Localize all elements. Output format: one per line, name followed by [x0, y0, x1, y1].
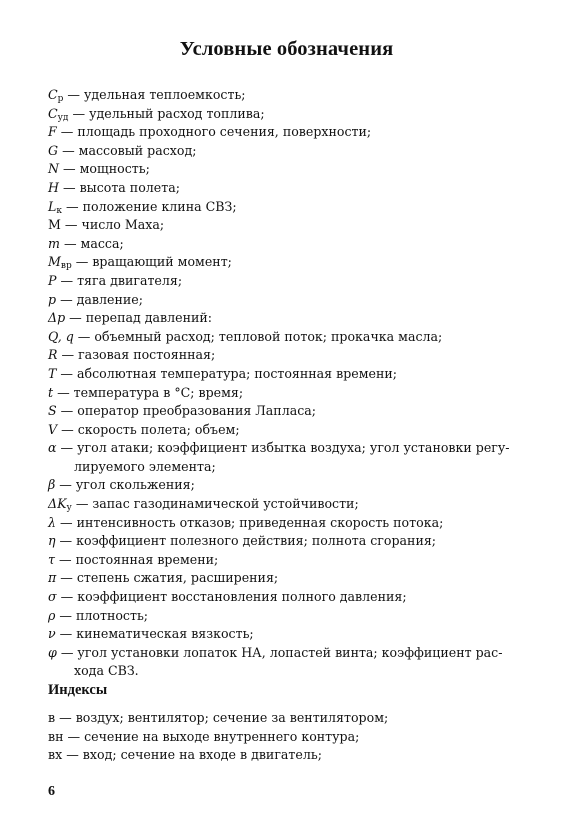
- definition-text: — мощность;: [59, 161, 150, 177]
- definition-symbol: H: [48, 179, 59, 195]
- definition-row: [48, 384, 540, 403]
- definition-row: [48, 105, 540, 124]
- definition-row: [48, 142, 540, 161]
- definition-row: [48, 551, 540, 570]
- definition-symbol: T: [48, 365, 57, 381]
- definition-text: — перепад давлений:: [65, 310, 213, 326]
- definition-row: [48, 625, 540, 644]
- definition-row: [48, 402, 540, 421]
- definition-symbol: R: [48, 347, 58, 363]
- definition-text: — масса;: [59, 235, 124, 251]
- definition-symbol: S: [48, 403, 57, 419]
- definition-row: [48, 569, 540, 588]
- definition-symbol: m: [48, 235, 60, 251]
- definition-text: — удельный расход топлива;: [68, 105, 265, 121]
- definition-subscript: к: [56, 205, 62, 216]
- definition-row: [48, 86, 540, 105]
- definition-text: — число Маха;: [60, 217, 165, 233]
- definition-text: — вращающий момент;: [71, 254, 232, 270]
- definition-symbol: τ: [48, 551, 55, 567]
- definition-row: [48, 644, 540, 681]
- definition-symbol: λ: [48, 514, 56, 530]
- definitions-list: [48, 86, 540, 681]
- definition-text: — температура в °С; время;: [53, 384, 244, 400]
- definition-row: [48, 365, 540, 384]
- definition-symbol: π: [48, 570, 57, 586]
- definition-row: [48, 123, 540, 142]
- definition-row: [48, 179, 540, 198]
- definition-continuation: хода СВЗ.: [74, 663, 139, 679]
- definition-row: [48, 235, 540, 254]
- definition-text: — оператор преобразования Лапласа;: [56, 403, 317, 419]
- indexes-heading: Индексы: [48, 682, 108, 698]
- definition-text: — постоянная времени;: [54, 551, 219, 567]
- page-number: 6: [48, 784, 55, 799]
- definition-symbol: V: [48, 421, 58, 437]
- definition-subscript: у: [66, 503, 72, 514]
- definition-text: — коэффициент восстановления полного давления;: [56, 589, 407, 605]
- definition-row: [48, 346, 540, 365]
- definition-symbol: Q, q: [48, 328, 74, 344]
- definition-text: — массовый расход;: [58, 142, 197, 158]
- definition-row: [48, 607, 540, 626]
- definition-symbol: L: [48, 198, 57, 214]
- definition-row: [48, 272, 540, 291]
- definition-symbol: F: [48, 124, 57, 140]
- definition-symbol: Δp: [48, 310, 66, 326]
- definition-row: [48, 532, 540, 551]
- definition-row: [48, 253, 540, 272]
- definition-symbol: t: [48, 384, 54, 400]
- definition-text: — плотность;: [55, 607, 149, 623]
- definition-subscript: р: [57, 94, 64, 104]
- definition-symbol: P: [48, 272, 57, 288]
- definition-text: — интенсивность отказов; приведенная скорость потока;: [55, 514, 444, 530]
- definition-row: [48, 476, 540, 495]
- definition-symbol: M: [48, 254, 61, 270]
- definition-symbol: C: [48, 87, 58, 102]
- definition-symbol: ΔK: [48, 496, 67, 512]
- definition-subscript: вр: [60, 261, 72, 272]
- definition-subscript: уд: [57, 112, 69, 123]
- definition-text: — угол атаки; коэффициент избытка воздуха; угол установки регу-: [56, 440, 510, 456]
- index-row: в — воздух; вентилятор; сечение за вентилятором;: [48, 710, 389, 725]
- definition-row: [48, 514, 540, 533]
- definition-symbol: α: [48, 440, 57, 456]
- definition-text: — степень сжатия, расширения;: [56, 570, 279, 586]
- definition-text: — запас газодинамической устойчивости;: [71, 496, 359, 512]
- definition-row: [48, 421, 540, 440]
- index-row: вх — вход; сечение на входе в двигатель;: [48, 747, 322, 763]
- definition-text: — угол установки лопаток НА, лопастей винта; коэффициент рас-: [56, 644, 503, 660]
- definition-row: [48, 216, 540, 235]
- definition-text: — коэффициент полезного действия; полнота сгорания;: [55, 533, 437, 549]
- definition-text: — положение клина СВЗ;: [62, 198, 237, 214]
- definition-text: — тяга двигателя;: [56, 272, 183, 288]
- definition-symbol: C: [48, 105, 58, 121]
- definition-text: — объемный расход; тепловой поток; прокачка масла;: [73, 328, 443, 344]
- indexes-list: [48, 709, 540, 765]
- definition-row: [48, 309, 540, 328]
- definition-symbol: G: [48, 142, 59, 158]
- definition-row: [48, 495, 540, 514]
- definition-text: — кинематическая вязкость;: [55, 626, 254, 642]
- definition-symbol: М: [48, 217, 61, 233]
- definition-text: — угол скольжения;: [55, 477, 195, 493]
- definition-text: — газовая постоянная;: [57, 347, 216, 363]
- definition-text: — площадь проходного сечения, поверхности;: [56, 124, 372, 140]
- definition-row: [48, 328, 540, 347]
- definition-symbol: p: [48, 291, 57, 307]
- definition-symbol: η: [48, 533, 56, 549]
- definition-row: [48, 198, 540, 217]
- definition-continuation: лируемого элемента;: [74, 458, 216, 474]
- definition-text: — давление;: [56, 291, 143, 307]
- definition-text: — абсолютная температура; постоянная времени;: [56, 365, 397, 381]
- definition-symbol: ν: [48, 626, 56, 642]
- definition-text: — скорость полета; объем;: [57, 421, 240, 437]
- index-row: вн — сечение на выходе внутреннего контура;: [48, 728, 360, 744]
- definition-symbol: ρ: [48, 607, 56, 623]
- definition-text: — удельная теплоемкость;: [63, 87, 246, 102]
- definition-row: [48, 291, 540, 310]
- definition-symbol: φ: [48, 644, 57, 660]
- definition-symbol: β: [48, 477, 56, 493]
- definition-row: [48, 439, 540, 476]
- definition-symbol: σ: [48, 589, 57, 605]
- definition-text: — высота полета;: [58, 179, 180, 195]
- definition-row: [48, 160, 540, 179]
- page-title: Условные обозначения: [179, 38, 394, 60]
- definition-row: [48, 588, 540, 607]
- definition-symbol: N: [48, 161, 60, 177]
